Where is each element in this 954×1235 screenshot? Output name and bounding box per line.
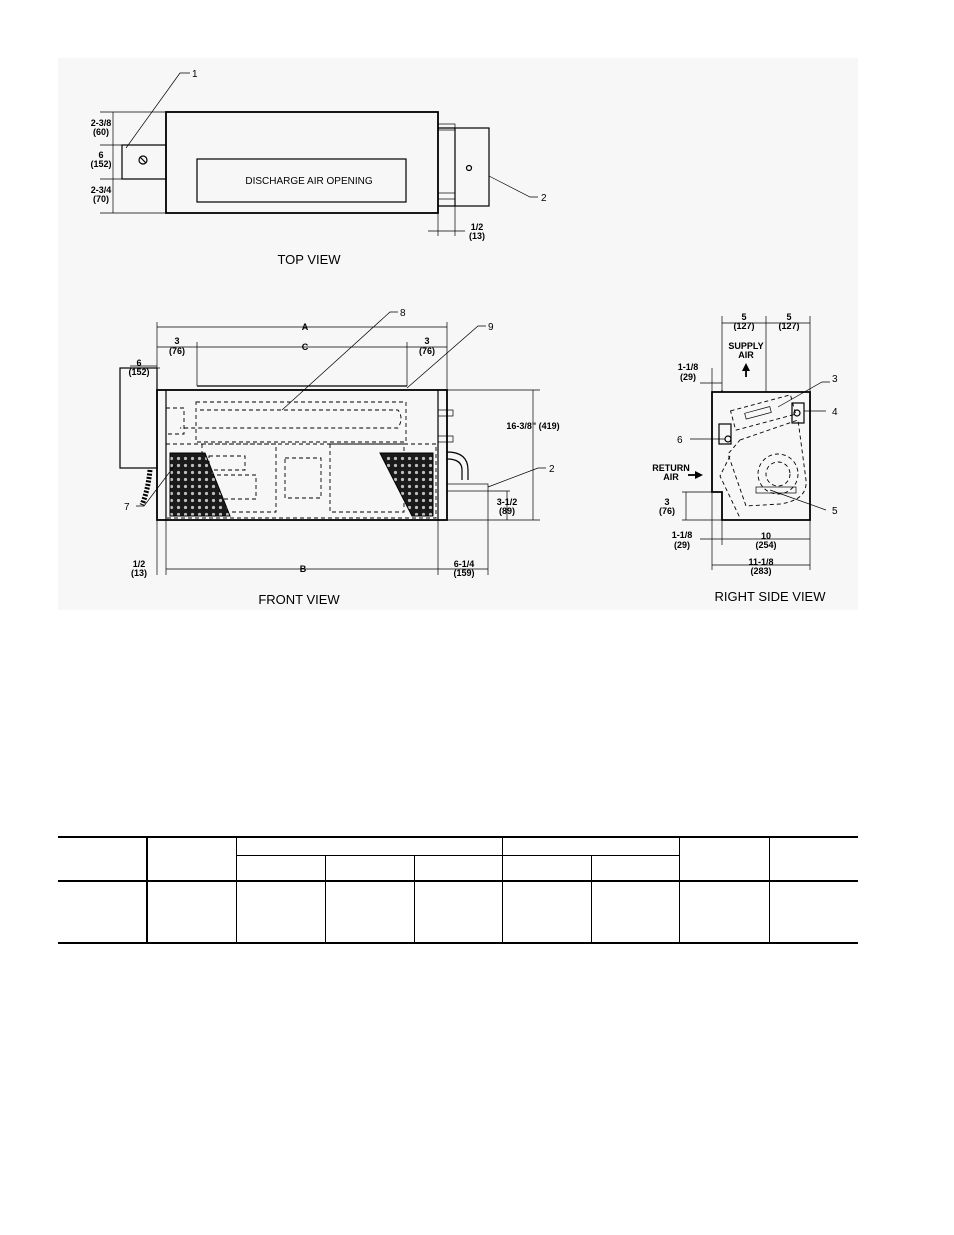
table-header-cell xyxy=(147,837,236,881)
svg-text:(283): (283) xyxy=(750,566,772,576)
svg-text:(29): (29) xyxy=(673,540,691,550)
table-header-cell xyxy=(58,837,147,881)
svg-text:(152): (152) xyxy=(90,159,112,169)
top-dim-6: 6 xyxy=(98,150,104,160)
table-header-group xyxy=(502,837,679,856)
svg-text:(159): (159) xyxy=(453,568,475,578)
svg-text:(89): (89) xyxy=(498,506,516,516)
svg-text:5: 5 xyxy=(741,312,747,322)
callout-4: 4 xyxy=(832,407,838,418)
table-cell xyxy=(679,881,769,943)
table-cell xyxy=(325,881,414,943)
svg-text:(70): (70) xyxy=(92,194,110,204)
table-subheader-cell xyxy=(414,856,502,882)
right-side-view-title: RIGHT SIDE VIEW xyxy=(714,589,826,604)
front-view-title: FRONT VIEW xyxy=(258,592,340,607)
table-cell xyxy=(147,881,236,943)
table-header-row xyxy=(58,837,858,856)
svg-text:(127): (127) xyxy=(778,321,800,331)
svg-text:AIR: AIR xyxy=(663,472,679,482)
table-cell xyxy=(769,881,858,943)
front-dim-b: B xyxy=(299,564,307,574)
table-row xyxy=(58,881,858,943)
table-cell xyxy=(414,881,502,943)
callout-9: 9 xyxy=(488,322,494,333)
drawing-background xyxy=(58,58,858,610)
table-cell xyxy=(58,881,147,943)
svg-text:AIR: AIR xyxy=(738,350,754,360)
callout-3: 3 xyxy=(832,374,838,385)
table-header-group xyxy=(236,837,502,856)
callout-6: 6 xyxy=(677,435,683,446)
top-view-title: TOP VIEW xyxy=(277,252,341,267)
supply-air-label: SUPPLY xyxy=(728,341,764,351)
svg-text:5: 5 xyxy=(786,312,792,322)
callout-2-top: 2 xyxy=(541,193,547,204)
table-subheader-cell xyxy=(591,856,679,882)
table-subheader-cell xyxy=(502,856,591,882)
svg-text:(76): (76) xyxy=(418,346,436,356)
svg-text:6: 6 xyxy=(136,358,142,368)
callout-1: 1 xyxy=(192,69,198,80)
front-dim-a: A xyxy=(301,322,309,332)
svg-text:1/2: 1/2 xyxy=(132,559,146,569)
front-dim-c: C xyxy=(301,342,309,352)
table-subheader-cell xyxy=(236,856,325,882)
table-cell xyxy=(502,881,591,943)
svg-text:3-1/2: 3-1/2 xyxy=(496,497,518,507)
callout-8: 8 xyxy=(400,308,406,319)
table-cell xyxy=(591,881,679,943)
svg-text:3: 3 xyxy=(664,497,670,507)
return-air-label: RETURN xyxy=(652,463,690,473)
svg-text:10: 10 xyxy=(760,531,772,541)
svg-text:(13): (13) xyxy=(468,231,486,241)
svg-text:1-1/8: 1-1/8 xyxy=(671,530,693,540)
top-dim-2-3-8: 2-3/8 xyxy=(90,118,112,128)
discharge-air-label: DISCHARGE AIR OPENING xyxy=(245,176,373,187)
svg-text:3: 3 xyxy=(424,336,430,346)
table-header-cell xyxy=(769,837,858,881)
svg-text:(254): (254) xyxy=(755,540,777,550)
svg-text:1/2: 1/2 xyxy=(470,222,484,232)
dimensions-table xyxy=(58,836,858,944)
svg-text:1-1/8: 1-1/8 xyxy=(677,362,699,372)
callout-7: 7 xyxy=(124,502,130,513)
svg-text:(152): (152) xyxy=(128,367,150,377)
callout-5: 5 xyxy=(832,506,838,517)
svg-text:(29): (29) xyxy=(679,372,697,382)
table-cell xyxy=(236,881,325,943)
table-subheader-cell xyxy=(325,856,414,882)
svg-text:3: 3 xyxy=(174,336,180,346)
svg-text:(76): (76) xyxy=(168,346,186,356)
front-dim-height: 16-3/8" (419) xyxy=(506,421,560,431)
svg-text:(60): (60) xyxy=(92,127,110,137)
top-dim-2-3-4: 2-3/4 xyxy=(90,185,112,195)
svg-text:6-1/4: 6-1/4 xyxy=(453,559,475,569)
callout-2-front: 2 xyxy=(549,464,555,475)
svg-text:11-1/8: 11-1/8 xyxy=(748,557,774,567)
svg-text:(13): (13) xyxy=(130,568,148,578)
table-header-cell xyxy=(679,837,769,881)
svg-text:(76): (76) xyxy=(658,506,676,516)
svg-text:(127): (127) xyxy=(733,321,755,331)
